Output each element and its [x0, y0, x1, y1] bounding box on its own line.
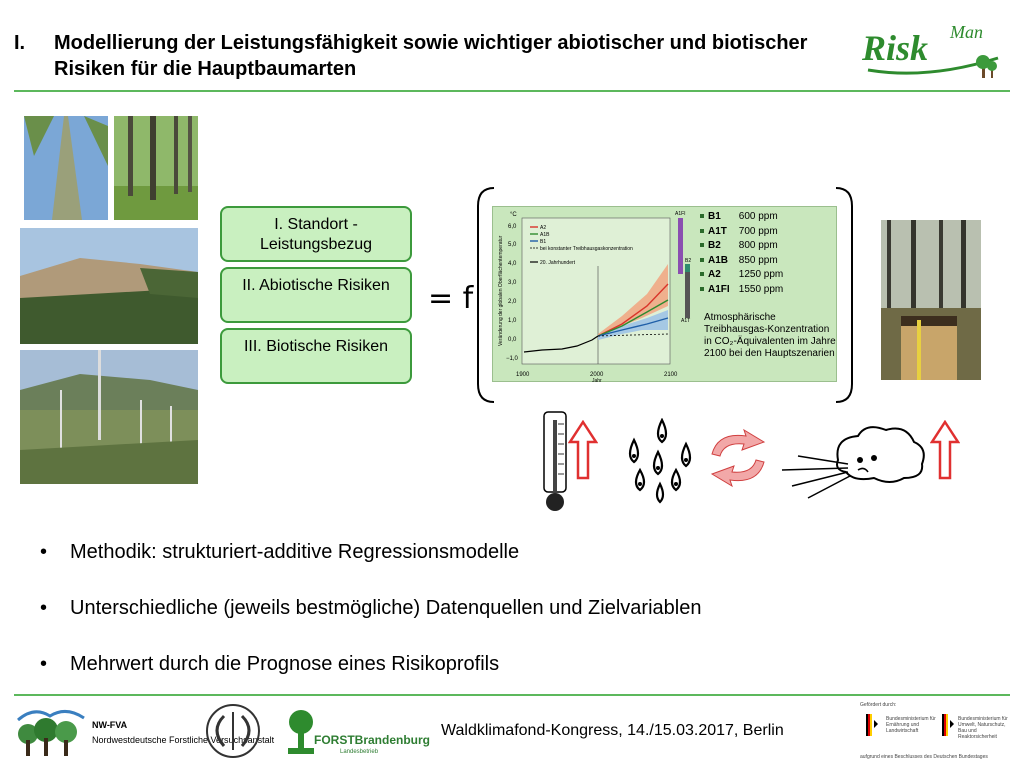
scenario-name: A1FI: [708, 283, 730, 295]
red-up-arrow-icon: [568, 420, 598, 480]
bullet-text: Methodik: strukturiert-additive Regressionsmodelle: [70, 541, 520, 563]
scenario-name: A1B: [708, 254, 729, 266]
range-bar-label: A1T: [681, 318, 691, 324]
scenario-list: [700, 210, 835, 297]
bullet-text: Mehrwert durch die Prognose eines Risikoprofils: [70, 653, 500, 675]
forst-sub: Landesbetrieb: [340, 749, 379, 755]
scenario-row: [700, 283, 835, 298]
range-bar-a1fi: [678, 218, 683, 274]
logo-man-text: Man: [950, 22, 983, 42]
range-bar-label: A1FI: [675, 211, 686, 217]
scenario-name: A1T: [708, 225, 727, 237]
cycle-arrows-icon: [706, 428, 770, 488]
scenario-value: 1550 ppm: [738, 283, 784, 295]
scenario-row: [700, 239, 835, 254]
factor-box-abiotic: [220, 267, 412, 323]
x-tick-label: 2000: [590, 372, 604, 378]
photo-soil-profile: [881, 220, 981, 380]
funding-foot: aufgrund eines Beschlusses des Deutschen Bundestages: [860, 754, 988, 760]
photo-beech-trunk: [24, 116, 108, 220]
chart-ylabel: Veränderung der globalen Oberflächentemperatur: [498, 235, 504, 346]
red-up-arrow-icon: [930, 420, 960, 480]
factor-box-biotic: [220, 328, 412, 384]
scenario-value: 1250 ppm: [738, 269, 784, 280]
y-tick-label: 0,0: [508, 337, 517, 343]
photo-beech-forest: [114, 116, 198, 220]
y-tick-label: 6,0: [508, 224, 517, 230]
legend-entry: bei konstanter Treibhausgaskonzentration: [540, 246, 633, 252]
funding-head: Gefördert durch:: [860, 702, 897, 708]
y-tick-label: 4,0: [508, 261, 517, 267]
equation-f: = f: [428, 281, 474, 316]
x-tick-label: 2100: [664, 372, 678, 378]
photo-deadwood-forest: [20, 350, 198, 484]
legend-entry: B1: [540, 239, 547, 245]
scenario-row: [700, 210, 835, 225]
legend-entry: A1B: [540, 232, 550, 238]
forst-tree-icon: [284, 708, 318, 758]
scenario-name: A2: [708, 269, 721, 280]
scenario-value: 850 ppm: [738, 254, 778, 266]
legend-entry: A2: [540, 225, 547, 231]
y-tick-label: 1,0: [508, 318, 517, 324]
event-footer: Waldklimafond-Kongress, 14./15.03.2017, Berlin: [441, 722, 784, 739]
scenario-note: Atmosphärische Treibhausgas-Konzentration in CO₂-Äquivalenten im Jahre 2100 bei den Hauptszenarien: [704, 312, 836, 359]
logo-risk-text: Risk: [862, 28, 929, 68]
scenario-value: 700 ppm: [738, 225, 778, 237]
scenario-value: 600 ppm: [738, 211, 778, 222]
x-axis-label: Jahr: [592, 378, 602, 382]
funding-logos: [860, 702, 1010, 762]
bullet-text: Unterschiedliche (jeweils bestmögliche) Datenquellen und Zielvariablen: [70, 597, 702, 619]
riskman-logo: [858, 18, 1008, 82]
factor-box-standort: [220, 206, 412, 262]
thermometer-icon: [540, 410, 570, 516]
title-number: I.: [14, 32, 26, 54]
scenario-row: [700, 268, 835, 283]
funding-bmub: Bundesministerium für Umwelt, Naturschutz, Bau und Reaktorsicherheit: [958, 716, 1008, 740]
title-text: Modellierung der Leistungsfähigkeit sowie wichtiger abiotischer und biotischer Risiken für die Hauptbaumarten: [54, 32, 808, 80]
german-eagle-icon: [866, 714, 878, 736]
y-tick-label: −1,0: [506, 356, 518, 362]
raindrops-icon: [618, 418, 700, 504]
scenario-name: B2: [708, 240, 721, 251]
x-tick-label: 1900: [516, 372, 530, 378]
factor-label: II. Abiotische Risiken: [242, 277, 390, 294]
nwfva-abbr: NW-FVA: [92, 720, 128, 730]
forst-brandenburg-logo: [284, 708, 430, 758]
scenario-row: [700, 254, 835, 269]
scenario-row: [700, 225, 835, 240]
y-tick-label: 2,0: [508, 299, 517, 305]
factor-label: III. Biotische Risiken: [243, 338, 389, 355]
chart-unit: °C: [510, 212, 517, 218]
title-divider: [14, 90, 1010, 92]
german-eagle-icon: [942, 714, 954, 736]
scenario-value: 800 ppm: [738, 240, 778, 251]
range-bar-label: B2: [685, 258, 692, 264]
scenario-name: B1: [708, 211, 721, 222]
range-bar-a1t: [685, 272, 690, 318]
wind-cloud-icon: [778, 420, 928, 504]
legend-entry: 20. Jahrhundert: [540, 260, 576, 266]
nwfva-name: Nordwestdeutsche Forstliche Versuchsanstalt: [92, 735, 275, 745]
photo-clearcut-hill: [20, 228, 198, 344]
nwfva-logo: [14, 702, 88, 758]
goettingen-seal-logo: [200, 702, 266, 762]
funding-bmel: Bundesministerium für Ernährung und Landwirtschaft: [886, 716, 936, 734]
forst-name: FORSTBrandenburg: [314, 733, 430, 747]
factor-label: I. Standort - Leistungsbezug: [259, 216, 373, 253]
footer-divider: [14, 694, 1010, 696]
y-tick-label: 3,0: [508, 280, 517, 286]
y-tick-label: 5,0: [508, 242, 517, 248]
